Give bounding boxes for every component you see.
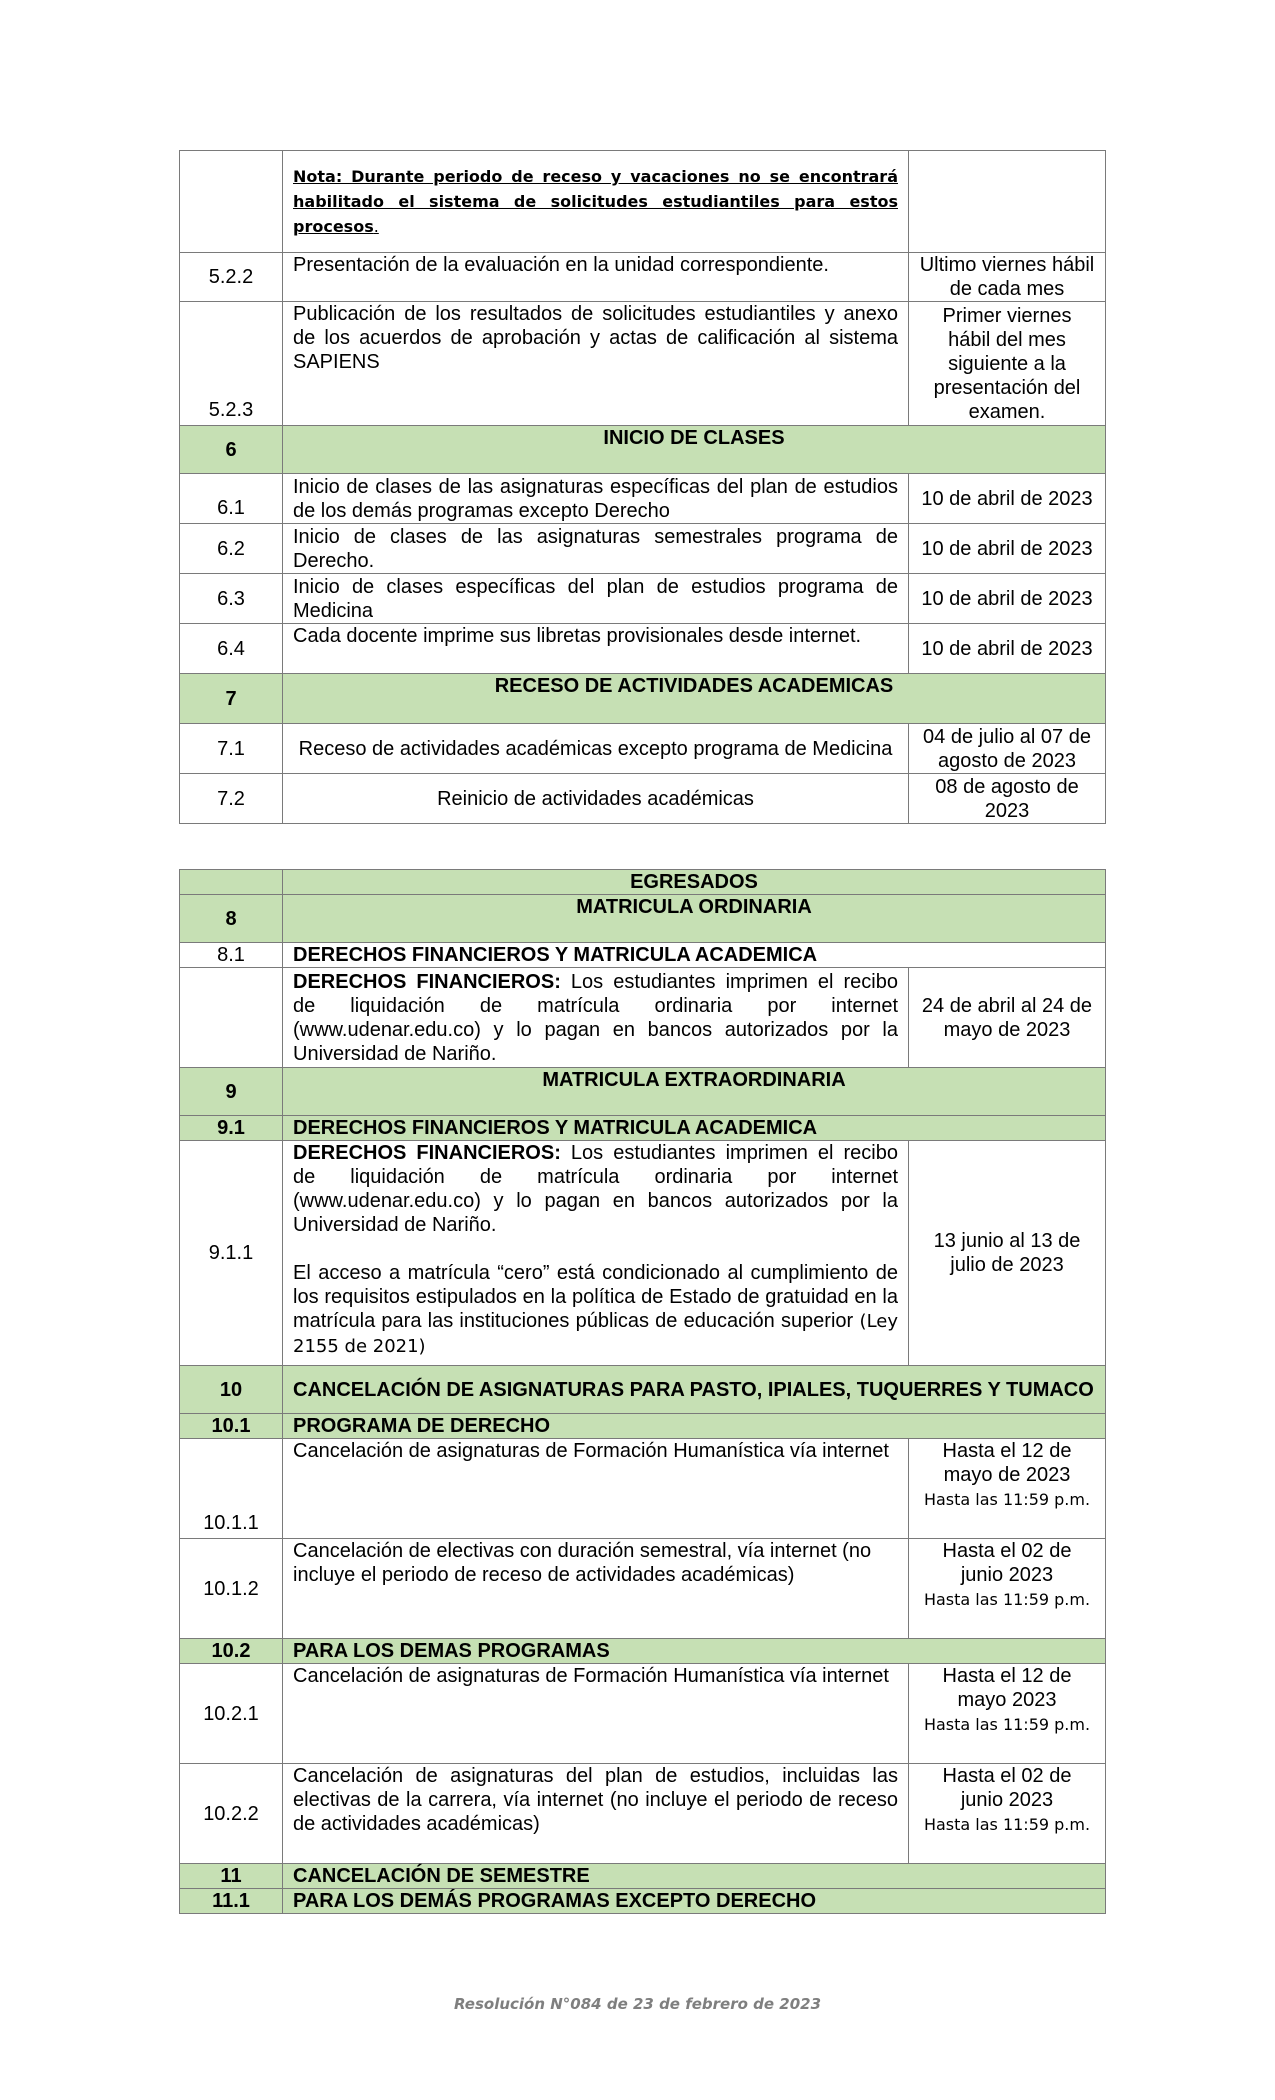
table-row: [180, 1439, 1106, 1539]
row-number: 5.2.2: [180, 253, 283, 302]
row-description: Receso de actividades académicas excepto programa de Medicina: [283, 724, 909, 774]
subsection-title: PARA LOS DEMÁS PROGRAMAS EXCEPTO DERECHO: [283, 1889, 1106, 1914]
row-date: 10 de abril de 2023: [909, 524, 1106, 574]
row-description: Publicación de los resultados de solicitudes estudiantiles y anexo de los acuerdos de aprobación y actas de calificación al sistema SAPIENS: [283, 302, 909, 426]
table-row: [180, 524, 1106, 574]
row-description: Cancelación de asignaturas del plan de estudios, incluidas las electivas de la carrera, vía internet (no incluye el periodo de receso de actividades académicas): [283, 1764, 909, 1864]
row-description: Cada docente imprime sus libretas provisionales desde internet.: [283, 624, 909, 674]
row-date: Hasta el 12 de mayo de 2023 Hasta las 11:59 p.m.: [909, 1439, 1106, 1539]
row-date: 04 de julio al 07 de agosto de 2023: [909, 724, 1106, 774]
section-title: CANCELACIÓN DE ASIGNATURAS PARA PASTO, IPIALES, TUQUERRES Y TUMACO: [283, 1366, 1106, 1414]
table-header: EGRESADOS: [283, 870, 1106, 895]
calendar-table-2: [179, 869, 1106, 1914]
section-title: RECESO DE ACTIVIDADES ACADEMICAS: [283, 674, 1106, 724]
calendar-table-1: [179, 150, 1106, 824]
row-number: 9.1.1: [180, 1141, 283, 1366]
subsection-row: [180, 943, 1106, 968]
row-date: 10 de abril de 2023: [909, 624, 1106, 674]
row-date: 13 junio al 13 de julio de 2023: [909, 1141, 1106, 1366]
row-date: Ultimo viernes hábil de cada mes: [909, 253, 1106, 302]
row-number: 6.2: [180, 524, 283, 574]
table-row: [180, 624, 1106, 674]
row-description: Inicio de clases de las asignaturas semestrales programa de Derecho.: [283, 524, 909, 574]
subsection-row: [180, 1414, 1106, 1439]
row-date: 24 de abril al 24 de mayo de 2023: [909, 968, 1106, 1068]
table-row: [180, 474, 1106, 524]
section-number: 8: [180, 895, 283, 943]
subsection-title: PARA LOS DEMAS PROGRAMAS: [283, 1639, 1106, 1664]
table-row: [180, 1141, 1106, 1366]
section-number: 7: [180, 674, 283, 724]
row-number: 10.1: [180, 1414, 283, 1439]
table-row: [180, 574, 1106, 624]
subsection-row: [180, 1639, 1106, 1664]
row-number: 9.1: [180, 1116, 283, 1141]
subsection-row: [180, 1889, 1106, 1914]
section-number: 9: [180, 1068, 283, 1116]
table-row: [180, 1764, 1106, 1864]
row-description: Presentación de la evaluación en la unidad correspondiente.: [283, 253, 909, 302]
table-row: [180, 1539, 1106, 1639]
table-row: [180, 302, 1106, 426]
section-number: 11: [180, 1864, 283, 1889]
row-date: 10 de abril de 2023: [909, 474, 1106, 524]
row-number: 10.1.2: [180, 1539, 283, 1639]
row-number: 5.2.3: [180, 302, 283, 426]
row-description: Reinicio de actividades académicas: [283, 774, 909, 824]
subsection-row: [180, 1116, 1106, 1141]
table-row: [180, 1664, 1106, 1764]
section-row: [180, 674, 1106, 724]
row-number: 6.4: [180, 624, 283, 674]
table-row: [180, 968, 1106, 1068]
row-number: 10.2.1: [180, 1664, 283, 1764]
note-row: [180, 151, 1106, 253]
section-title: MATRICULA EXTRAORDINARIA: [283, 1068, 1106, 1116]
row-description: Cancelación de electivas con duración semestral, vía internet (no incluye el periodo de receso de actividades académicas): [283, 1539, 909, 1639]
row-description: DERECHOS FINANCIEROS: Los estudiantes imprimen el recibo de liquidación de matrícula ordinaria por internet (www.udenar.edu.co) y lo pagan en bancos autorizados por la Universidad de Nariño.: [283, 968, 909, 1068]
section-title: MATRICULA ORDINARIA: [283, 895, 1106, 943]
table-row: [180, 724, 1106, 774]
subsection-title: DERECHOS FINANCIEROS Y MATRICULA ACADEMICA: [283, 1116, 1106, 1141]
row-number: 10.1.1: [180, 1439, 283, 1539]
row-number: 6.1: [180, 474, 283, 524]
section-number: 6: [180, 426, 283, 474]
row-description: Cancelación de asignaturas de Formación Humanística vía internet: [283, 1664, 909, 1764]
note-text: Nota: Durante periodo de receso y vacaciones no se encontrará habilitado el sistema de solicitudes estudiantiles para estos procesos.: [283, 151, 909, 253]
subsection-title: PROGRAMA DE DERECHO: [283, 1414, 1106, 1439]
row-date: Primer viernes hábil del mes siguiente a la presentación del examen.: [909, 302, 1106, 426]
row-description: Inicio de clases específicas del plan de estudios programa de Medicina: [283, 574, 909, 624]
row-description: DERECHOS FINANCIEROS: Los estudiantes imprimen el recibo de liquidación de matrícula ordinaria por internet (www.udenar.edu.co) y lo pagan en bancos autorizados por la Universidad de Nariño. El acceso a matrícula “cero” está condicionado al cumplimiento de los requisitos estipulados en la política de Estado de gratuidad en la matrícula para las instituciones públicas de educación superior (Ley 2155 de 2021): [283, 1141, 909, 1366]
table-row: [180, 774, 1106, 824]
row-number: 10.2: [180, 1639, 283, 1664]
row-number: 7.1: [180, 724, 283, 774]
section-row: [180, 895, 1106, 943]
page-footer: Resolución N°084 de 23 de febrero de 2023: [453, 1995, 822, 2013]
row-description: Inicio de clases de las asignaturas específicas del plan de estudios de los demás programas excepto Derecho: [283, 474, 909, 524]
row-number: 10.2.2: [180, 1764, 283, 1864]
row-number: 8.1: [180, 943, 283, 968]
section-row: [180, 1068, 1106, 1116]
section-title: INICIO DE CLASES: [283, 426, 1106, 474]
table-row: [180, 253, 1106, 302]
section-number: 10: [180, 1366, 283, 1414]
row-number: 7.2: [180, 774, 283, 824]
row-date: Hasta el 02 de junio 2023 Hasta las 11:59 p.m.: [909, 1764, 1106, 1864]
row-number: 6.3: [180, 574, 283, 624]
row-date: 08 de agosto de 2023: [909, 774, 1106, 824]
section-row: [180, 1864, 1106, 1889]
section-row: [180, 1366, 1106, 1414]
subsection-title: DERECHOS FINANCIEROS Y MATRICULA ACADEMICA: [283, 943, 1106, 968]
section-title: CANCELACIÓN DE SEMESTRE: [283, 1864, 1106, 1889]
row-date: Hasta el 12 de mayo 2023 Hasta las 11:59 p.m.: [909, 1664, 1106, 1764]
header-row: [180, 870, 1106, 895]
section-row: [180, 426, 1106, 474]
row-date: 10 de abril de 2023: [909, 574, 1106, 624]
row-date: Hasta el 02 de junio 2023 Hasta las 11:59 p.m.: [909, 1539, 1106, 1639]
row-number: 11.1: [180, 1889, 283, 1914]
row-description: Cancelación de asignaturas de Formación Humanística vía internet: [283, 1439, 909, 1539]
